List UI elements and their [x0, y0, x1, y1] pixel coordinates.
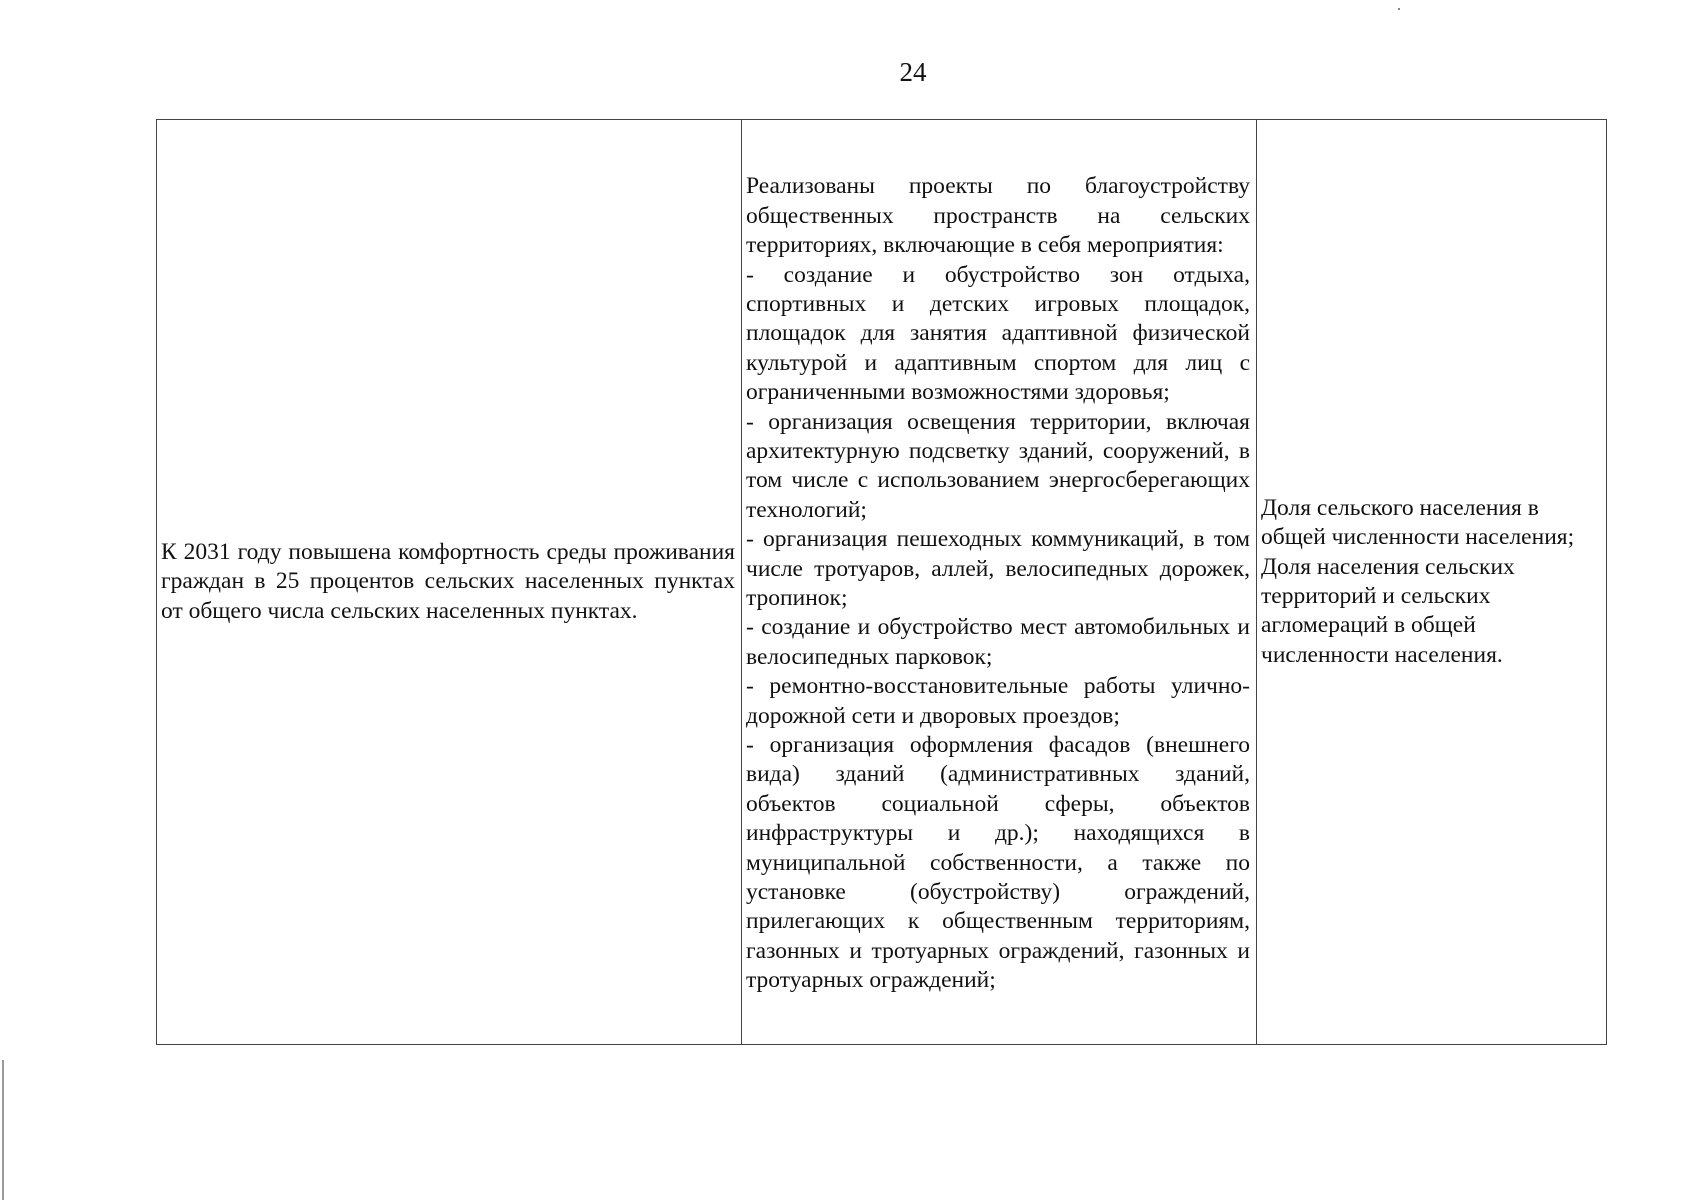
- expected-result-cell: [157, 120, 742, 1045]
- measures-cell: [742, 120, 1257, 1045]
- measure-item: - создание и обустройство мест автомобильных и велосипедных парковок;: [746, 614, 1250, 670]
- measure-item: - ремонтно-восстановительные работы улично-дорожной сети и дворовых проездов;: [746, 673, 1250, 729]
- scan-speck: [1398, 8, 1400, 10]
- measure-item: - создание и обустройство зон отдыха, спортивных и детских игровых площадок, площадок для занятия адаптивной физической культурой и адаптивным спортом для лиц с ограниченными возможностями здоровья;: [746, 261, 1250, 406]
- measures-intro: Реализованы проекты по благоустройству общественных пространств на сельских территориях, включающие в себя мероприятия:: [746, 173, 1250, 259]
- measure-item: - организация освещения территории, включая архитектурную подсветку зданий, сооружений, в том числе с использованием энергосберегающих технологий;: [746, 408, 1250, 523]
- indicator-text: Доля сельского населения в общей численности населения;: [1261, 494, 1575, 551]
- scan-edge-line: [2, 1060, 4, 1200]
- table-row: [157, 120, 1607, 1045]
- page-number: 24: [899, 57, 927, 87]
- indicators-cell: [1257, 120, 1607, 1045]
- expected-result-text: К 2031 году повышена комфортность среды проживания граждан в 25 процентов сельских населенных пунктах от общего числа сельских населенных пунктах.: [161, 538, 735, 624]
- indicator-text: Доля населения сельских территорий и сельских агломераций в общей численности населения.: [1261, 553, 1515, 668]
- measure-item: - организация пешеходных коммуникаций, в том числе тротуаров, аллей, велосипедных дорожек, тропинок;: [746, 526, 1250, 611]
- measures-table: [156, 119, 1607, 1045]
- measure-item: - организация оформления фасадов (внешнего вида) зданий (административных зданий, объектов социальной сферы, объектов инфраструктуры и др.); находящихся в муниципальной собственности, а также по установке (обустройству) ограждений, прилегающих к общественным территориям, газонных и тротуарных ограждений, газонных и тротуарных ограждений;: [746, 732, 1250, 994]
